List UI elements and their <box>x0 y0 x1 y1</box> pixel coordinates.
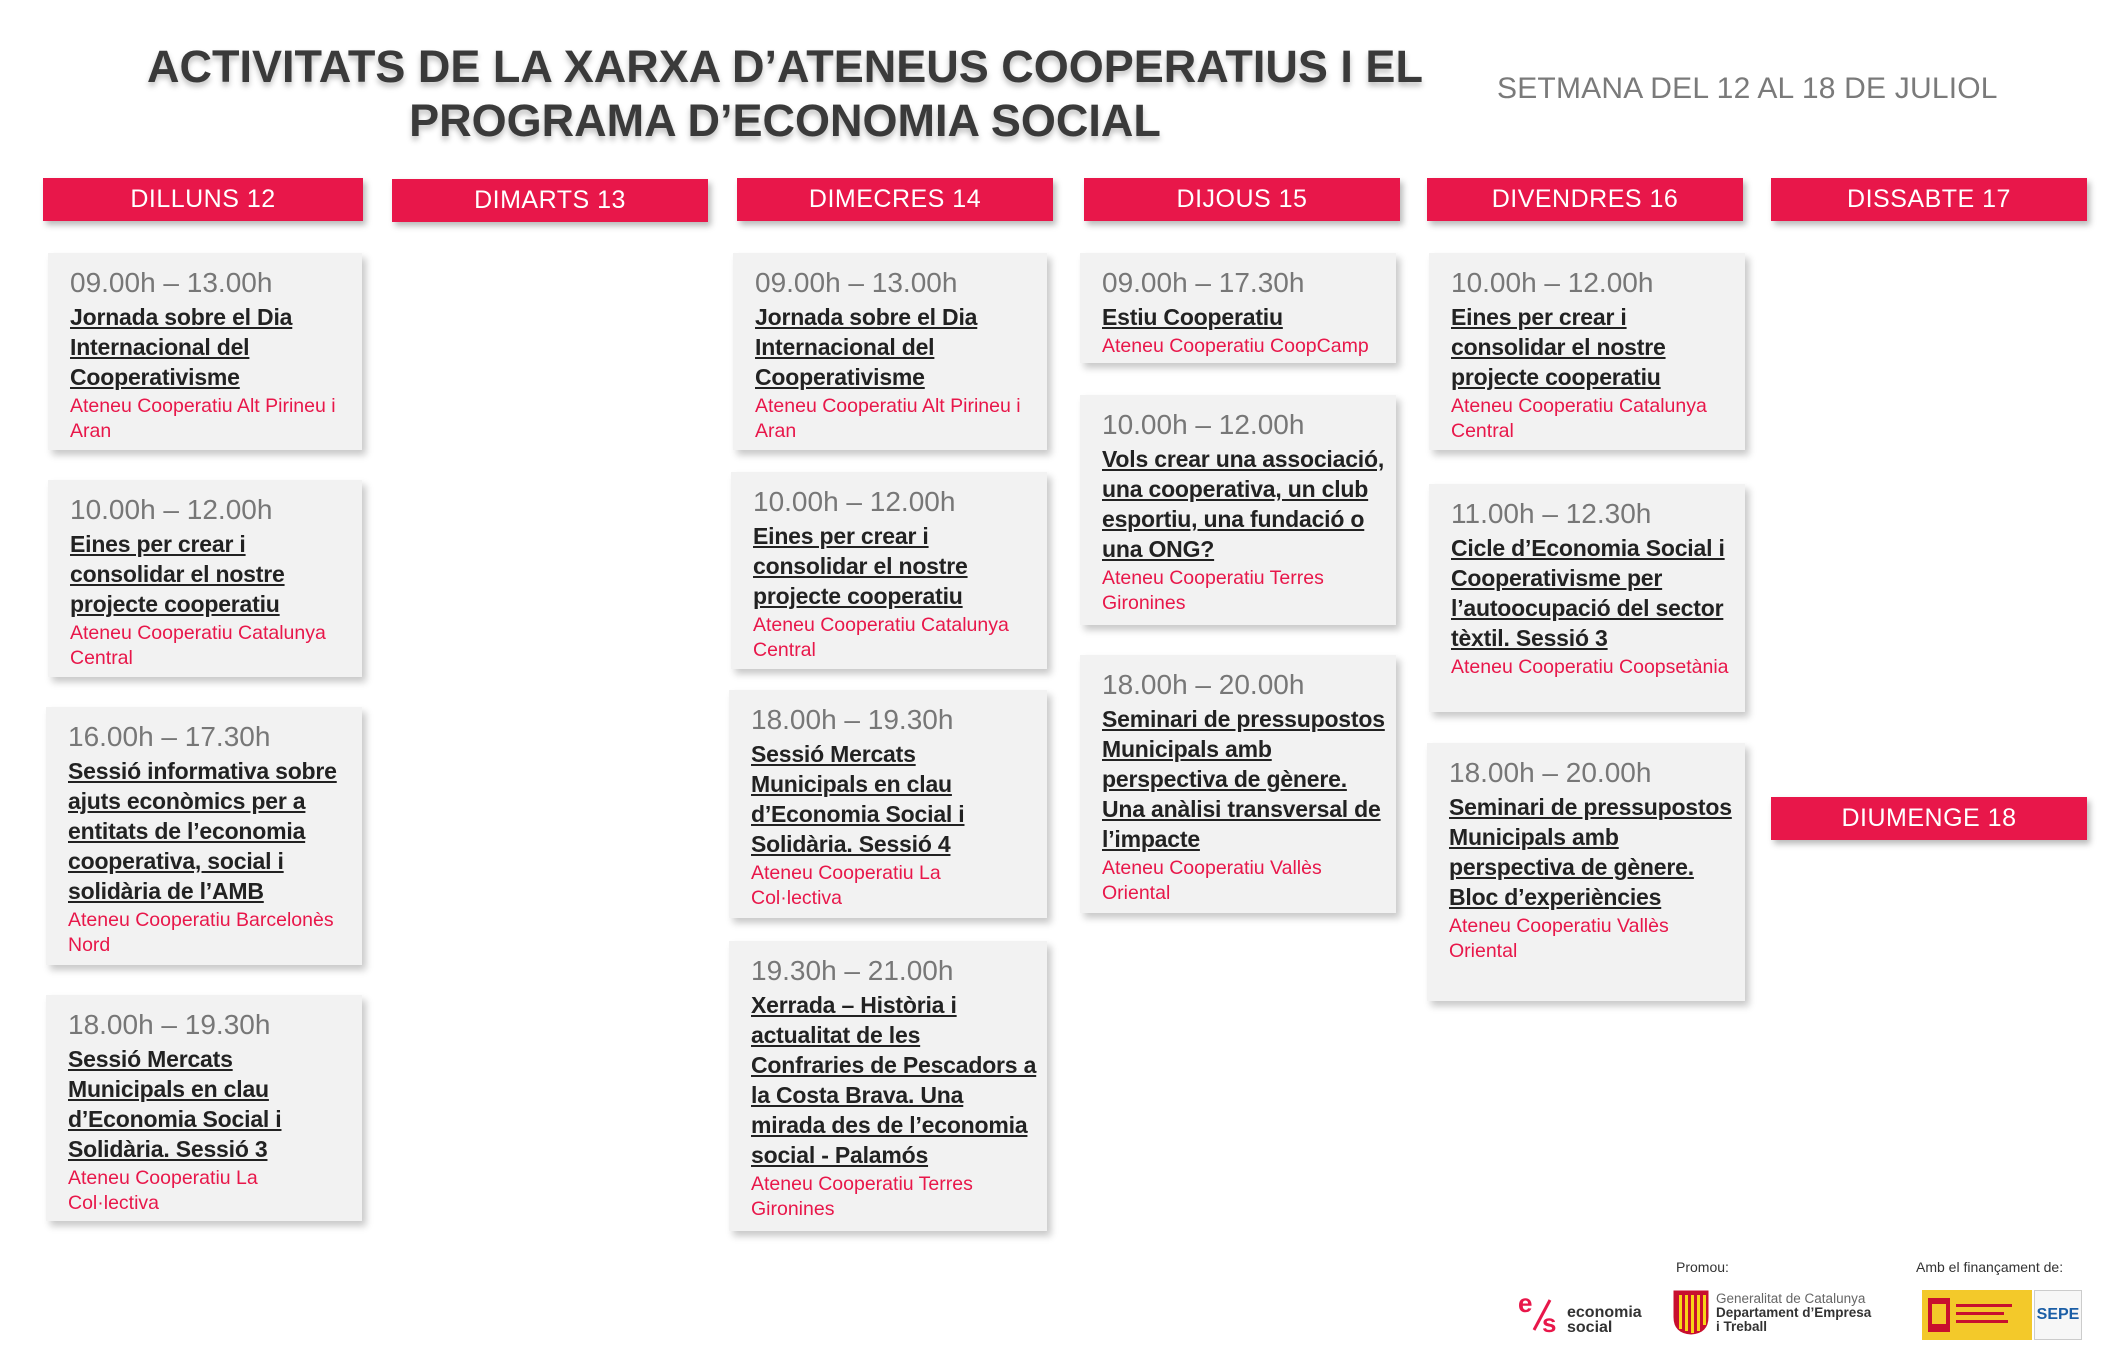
event-card[interactable] <box>1429 253 1745 450</box>
day-header-wednesday: DIMECRES 14 <box>737 178 1053 221</box>
event-time: 19.30h – 21.00h <box>751 955 954 986</box>
day-header-friday: DIVENDRES 16 <box>1427 178 1743 221</box>
event-time: 09.00h – 13.00h <box>70 267 273 298</box>
event-card[interactable] <box>1080 253 1396 363</box>
event-organizer: Ateneu Cooperatiu Terres Gironines <box>751 1173 973 1220</box>
event-card[interactable] <box>46 707 362 965</box>
event-time: 18.00h – 20.00h <box>1102 669 1305 700</box>
event-title-link[interactable]: Sessió informativa sobre ajuts econòmics per a entitats de l’economia cooperativa, social i solidària de l’AMB <box>68 758 337 904</box>
event-card[interactable] <box>1080 395 1396 625</box>
event-organizer: Ateneu Cooperatiu Vallès Oriental <box>1102 857 1322 904</box>
event-organizer: Ateneu Cooperatiu Catalunya Central <box>70 622 326 669</box>
event-title-link[interactable]: Seminari de pressupostos Municipals amb perspectiva de gènere. Bloc d’experiències <box>1449 794 1732 910</box>
event-organizer: Ateneu Cooperatiu Catalunya Central <box>1451 395 1707 442</box>
event-title-link[interactable]: Estiu Cooperatiu <box>1102 304 1283 330</box>
event-card[interactable] <box>46 995 362 1221</box>
event-title-link[interactable]: Sessió Mercats Municipals en clau d’Economia Social i Solidària. Sessió 4 <box>751 741 965 857</box>
event-card[interactable] <box>1427 743 1745 1001</box>
event-organizer: Ateneu Cooperatiu Terres Gironines <box>1102 567 1324 614</box>
event-time: 10.00h – 12.00h <box>1451 267 1654 298</box>
event-card[interactable] <box>48 253 362 450</box>
generalitat-logo-text: Generalitat de Catalunya Departament d’Empresa i Treball <box>1716 1291 1872 1334</box>
event-card[interactable] <box>1080 655 1396 913</box>
event-time: 16.00h – 17.30h <box>68 721 271 752</box>
event-time: 09.00h – 13.00h <box>755 267 958 298</box>
ministerio-logo <box>1922 1290 2032 1340</box>
title-line-2: PROGRAMA D’ECONOMIA SOCIAL <box>409 95 1161 146</box>
event-title-link[interactable]: Vols crear una associació, una cooperativa, un club esportiu, una fundació o una ONG? <box>1102 446 1385 562</box>
day-header-tuesday: DIMARTS 13 <box>392 179 708 222</box>
page-title <box>120 40 1450 148</box>
event-title-link[interactable]: Eines per crear i consolidar el nostre projecte cooperatiu <box>753 523 968 609</box>
event-time: 18.00h – 19.30h <box>68 1009 271 1040</box>
event-organizer: Ateneu Cooperatiu Vallès Oriental <box>1449 915 1669 962</box>
svg-text:e: e <box>1518 1290 1533 1318</box>
economia-social-logo-text: economia social <box>1567 1304 1642 1336</box>
event-title-link[interactable]: Sessió Mercats Municipals en clau d’Economia Social i Solidària. Sessió 3 <box>68 1046 282 1162</box>
financament-label: Amb el finançament de: <box>1916 1259 2064 1275</box>
event-card[interactable] <box>729 941 1047 1231</box>
event-title-link[interactable]: Jornada sobre el Dia Internacional del Cooperativisme <box>70 304 293 390</box>
event-time: 10.00h – 12.00h <box>1102 409 1305 440</box>
event-title-link[interactable]: Cicle d’Economia Social i Cooperativisme per l’autoocupació del sector tèxtil. Sessió 3 <box>1451 535 1725 651</box>
event-title-link[interactable]: Eines per crear i consolidar el nostre projecte cooperatiu <box>70 531 285 617</box>
event-time: 10.00h – 12.00h <box>70 494 273 525</box>
event-time: 09.00h – 17.30h <box>1102 267 1305 298</box>
event-time: 18.00h – 20.00h <box>1449 757 1652 788</box>
day-header-thursday: DIJOUS 15 <box>1084 178 1400 221</box>
day-header-saturday: DISSABTE 17 <box>1771 178 2087 221</box>
generalitat-shield-icon <box>1672 1289 1710 1335</box>
title-line-1: ACTIVITATS DE LA XARXA D’ATENEUS COOPERATIUS I EL <box>147 41 1423 92</box>
svg-text:s: s <box>1542 1308 1557 1336</box>
day-header-monday: DILLUNS 12 <box>43 178 363 221</box>
event-title-link[interactable]: Jornada sobre el Dia Internacional del Cooperativisme <box>755 304 978 390</box>
promou-label: Promou: <box>1676 1259 1729 1275</box>
event-organizer: Ateneu Cooperatiu CoopCamp <box>1102 335 1369 357</box>
week-label: SETMANA DEL 12 AL 18 DE JULIOL <box>1497 72 1998 105</box>
event-card[interactable] <box>1429 484 1745 712</box>
event-card[interactable] <box>733 253 1047 450</box>
event-organizer: Ateneu Cooperatiu Barcelonès Nord <box>68 909 334 956</box>
event-organizer: Ateneu Cooperatiu La Col·lectiva <box>68 1167 258 1214</box>
event-title-link[interactable]: Seminari de pressupostos Municipals amb perspectiva de gènere. Una anàlisi transversal de l’impacte <box>1102 706 1385 852</box>
event-title-link[interactable]: Eines per crear i consolidar el nostre projecte cooperatiu <box>1451 304 1666 390</box>
event-time: 10.00h – 12.00h <box>753 486 956 517</box>
event-title-link[interactable]: Xerrada – Història i actualitat de les Confraries de Pescadors a la Costa Brava. Una mirada des de l’economia social - Palamós <box>751 992 1037 1168</box>
event-card[interactable] <box>48 480 362 677</box>
event-organizer: Ateneu Cooperatiu Coopsetània <box>1451 656 1729 678</box>
event-organizer: Ateneu Cooperatiu Alt Pirineu i Aran <box>755 395 1021 442</box>
event-card[interactable] <box>729 690 1047 918</box>
event-time: 18.00h – 19.30h <box>751 704 954 735</box>
event-time: 11.00h – 12.30h <box>1451 498 1652 529</box>
event-card[interactable] <box>731 472 1047 669</box>
event-organizer: Ateneu Cooperatiu La Col·lectiva <box>751 862 941 909</box>
event-organizer: Ateneu Cooperatiu Catalunya Central <box>753 614 1009 661</box>
sepe-logo: SEPE <box>2034 1290 2082 1340</box>
day-header-sunday: DIUMENGE 18 <box>1771 797 2087 840</box>
event-organizer: Ateneu Cooperatiu Alt Pirineu i Aran <box>70 395 336 442</box>
